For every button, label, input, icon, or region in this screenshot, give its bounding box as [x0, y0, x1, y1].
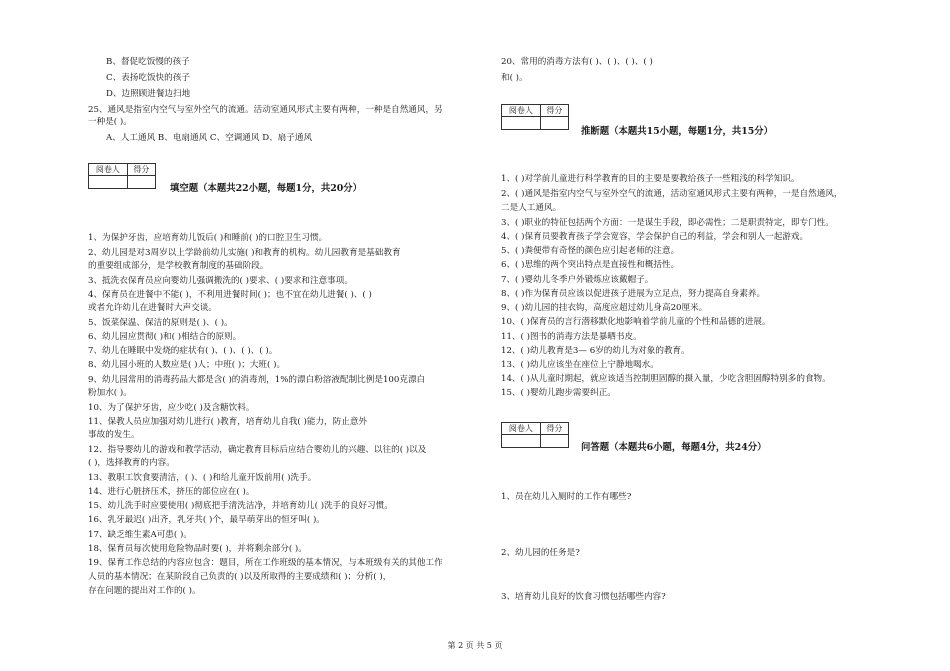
option-c: C、表扬吃饭快的孩子 [106, 73, 190, 83]
judge-q6: 6、( )思维的两个突出特点是直接性和概括性。 [501, 260, 680, 270]
question-25: 25、通风是指室内空气与室外空气的流通。活动室通风形式主要有两种，一种是自然通风，另 [88, 105, 443, 115]
score-label: 得分 [127, 164, 155, 176]
fill-q13: 13、教职工饮食要清洁，( )、( )和给儿童开饭前用( )洗手。 [88, 473, 317, 483]
fill-q9: 9、幼儿园常用的消毒药品大都是含( )的消毒剂，1%的漂白粉溶液配制比例是100克漂白 [88, 375, 426, 385]
score-cell [540, 117, 568, 130]
fill-q11-cont: 事故的发生。 [88, 430, 140, 440]
qa-q2: 2、幼儿园的任务是? [501, 548, 580, 558]
qa-q1: 1、员在幼儿入厕时的工作有哪些? [501, 492, 632, 502]
page-number: 第 2 页 共 5 页 [447, 641, 503, 650]
fill-q20: 20、常用的消毒方法有( )、( )、( )、( ) [501, 57, 653, 67]
fill-q15: 15、幼儿洗手时应要使用( )彻底把手清洗洁净，并培育幼儿( )洗手的良好习惯。 [88, 501, 393, 511]
fill-q19-cont2: 存在问题的提出对工作的( )。 [88, 586, 201, 596]
judge-q11: 11、( )图书的消毒方法是暴晒书皮。 [501, 332, 642, 342]
fill-q12-cont: ( )，选择教育的内容。 [88, 458, 175, 468]
score-box-qa [501, 422, 569, 448]
judge-q13: 13、( )幼儿应该坐在座位上宁静地喝水。 [501, 360, 659, 370]
option-b: B、督促吃饭慢的孩子 [106, 57, 190, 67]
score-box-fill [88, 163, 156, 189]
score-box-judge [501, 104, 569, 130]
fill-q4: 4、保育员在进餐中不能( )，不利用进餐时间( )；也不宜在幼儿进餐( )、( ) [88, 290, 372, 300]
fill-q19: 19、保育工作总结的内容应包含：题目，所在工作班级的基本情况，与本班级有关的其他工作 [88, 558, 443, 568]
fill-q7: 7、幼儿在睡眠中发烧的症状有( )、( )、( )、( )。 [88, 346, 278, 356]
judge-q12: 12、( )幼儿教育是3— 6岁的幼儿为对象的教育。 [501, 346, 690, 356]
fill-q6: 6、幼儿园应贯彻( )和( )相结合的原则。 [88, 332, 242, 342]
fill-q18: 18、保育员每次使用危险物品时要( )，并将剩余部分( )。 [88, 544, 307, 554]
judge-q3: 3、( )职业的特征包括两个方面：一是谋生手段，即必需性；二是职责特定，即专门性。 [501, 218, 834, 228]
fill-q4-cont: 或者允许幼儿在进餐时大声交谈。 [88, 303, 217, 313]
option-d: D、边照顾进餐边扫地 [106, 89, 191, 99]
fill-q5: 5、饭菜保温、保洁的原则是( )、( )。 [88, 318, 233, 328]
judge-q5: 5、( )粪便带有奇怪的颜色应引起老师的注意。 [501, 246, 680, 256]
grader-label: 阅卷人 [502, 105, 541, 117]
fill-q20-cont: 和( )。 [501, 73, 528, 83]
fill-q2: 2、幼儿园是对3周岁以上学龄前幼儿实施( )和教育的机构。幼儿园教育是基础教育 [88, 248, 401, 258]
section-title-qa: 问答题（本题共6小题，每题4分，共24分） [581, 442, 767, 453]
fill-q10: 10、为了保护牙齿，应少吃( )及含糖饮料。 [88, 403, 255, 413]
judge-q1: 1、( )对学前儿童进行科学教育的目的主要是要教给孩子一些粗浅的科学知识。 [501, 174, 800, 184]
score-cell [127, 176, 155, 189]
judge-q14: 14、( )从儿童时期起，就应该适当控制胆固醇的摄入量，少吃含胆固醇特别多的食物。 [501, 374, 831, 384]
question-25-options: A、人工通风 B、电扇通风 C、空调通风 D、扇子通风 [106, 133, 313, 143]
question-25-cont: 一种是( )。 [88, 117, 132, 127]
fill-q17: 17、缺乏维生素A可患( )。 [88, 530, 192, 540]
judge-q2: 2、( )通风是指室内空气与室外空气的流通，活动室通风形式主要有两种，一是自然通风， [501, 189, 843, 199]
grader-label: 阅卷人 [502, 423, 541, 435]
judge-q8: 8、( )作为保育员应该以促进孩子进展为立足点，努力提高自身素养。 [501, 289, 766, 299]
judge-q9: 9、( )幼儿园的挂衣钩，高度应超过幼儿身高20厘米。 [501, 303, 708, 313]
grader-cell [502, 435, 541, 448]
grader-label: 阅卷人 [89, 164, 128, 176]
fill-q16: 16、乳牙最迟( )出齐，乳牙共( )个，最早萌芽出的恒牙叫( )。 [88, 515, 325, 525]
fill-q11: 11、保教人员应加强对幼儿进行( )教育，培育幼儿自我( )能力，防止意外 [88, 417, 368, 427]
score-label: 得分 [540, 423, 568, 435]
fill-q1: 1、为保护牙齿，应培育幼儿饭后( )和睡前( )的口腔卫生习惯。 [88, 233, 328, 243]
judge-q15: 15、( )婴幼儿跑步需要纠正。 [501, 388, 616, 398]
fill-q19-cont: 人员的基本情况；在某阶段自己负责的( )以及所取得的主要成绩和( )；分析( )， [88, 572, 392, 582]
score-cell [540, 435, 568, 448]
judge-q4: 4、( )保育员要教育孩子学会宽容，学会保护自己的利益，学会和别人一起游戏。 [501, 232, 809, 242]
qa-q3: 3、培育幼儿良好的饮食习惯包括哪些内容? [501, 592, 666, 602]
fill-q3: 3、抵洗衣保育员应向婴幼儿强调搬洗的( )要求、( )要求和注意事项。 [88, 276, 353, 286]
fill-q12: 12、指导婴幼儿的游戏和教学活动，确定教育目标后应结合婴幼儿的兴趣、以往的( )以及 [88, 445, 427, 455]
judge-q7: 7、( )婴幼儿冬季户外锻炼应该戴帽子。 [501, 275, 654, 285]
score-label: 得分 [540, 105, 568, 117]
fill-q8: 8、幼儿园小班的人数应是( )人；中班( )；大班( )。 [88, 360, 286, 370]
fill-q2-cont: 的重要组成部分，是学校教育制度的基础阶段。 [88, 261, 269, 271]
grader-cell [89, 176, 128, 189]
section-title-fill: 填空题（本题共22小题，每题1分，共20分） [170, 183, 362, 194]
judge-q10: 10、( )保育员的言行潜移默化地影响着学前儿童的个性和品德的进展。 [501, 317, 771, 327]
grader-cell [502, 117, 541, 130]
fill-q9-cont: 粉加水( )。 [88, 388, 132, 398]
judge-q2-cont: 二是人工通风。 [501, 203, 562, 213]
section-title-judge: 推断题（本题共15小题，每题1分，共15分） [581, 126, 773, 137]
fill-q14: 14、进行心脏挤压术，挤压的部位应在( )。 [88, 487, 255, 497]
